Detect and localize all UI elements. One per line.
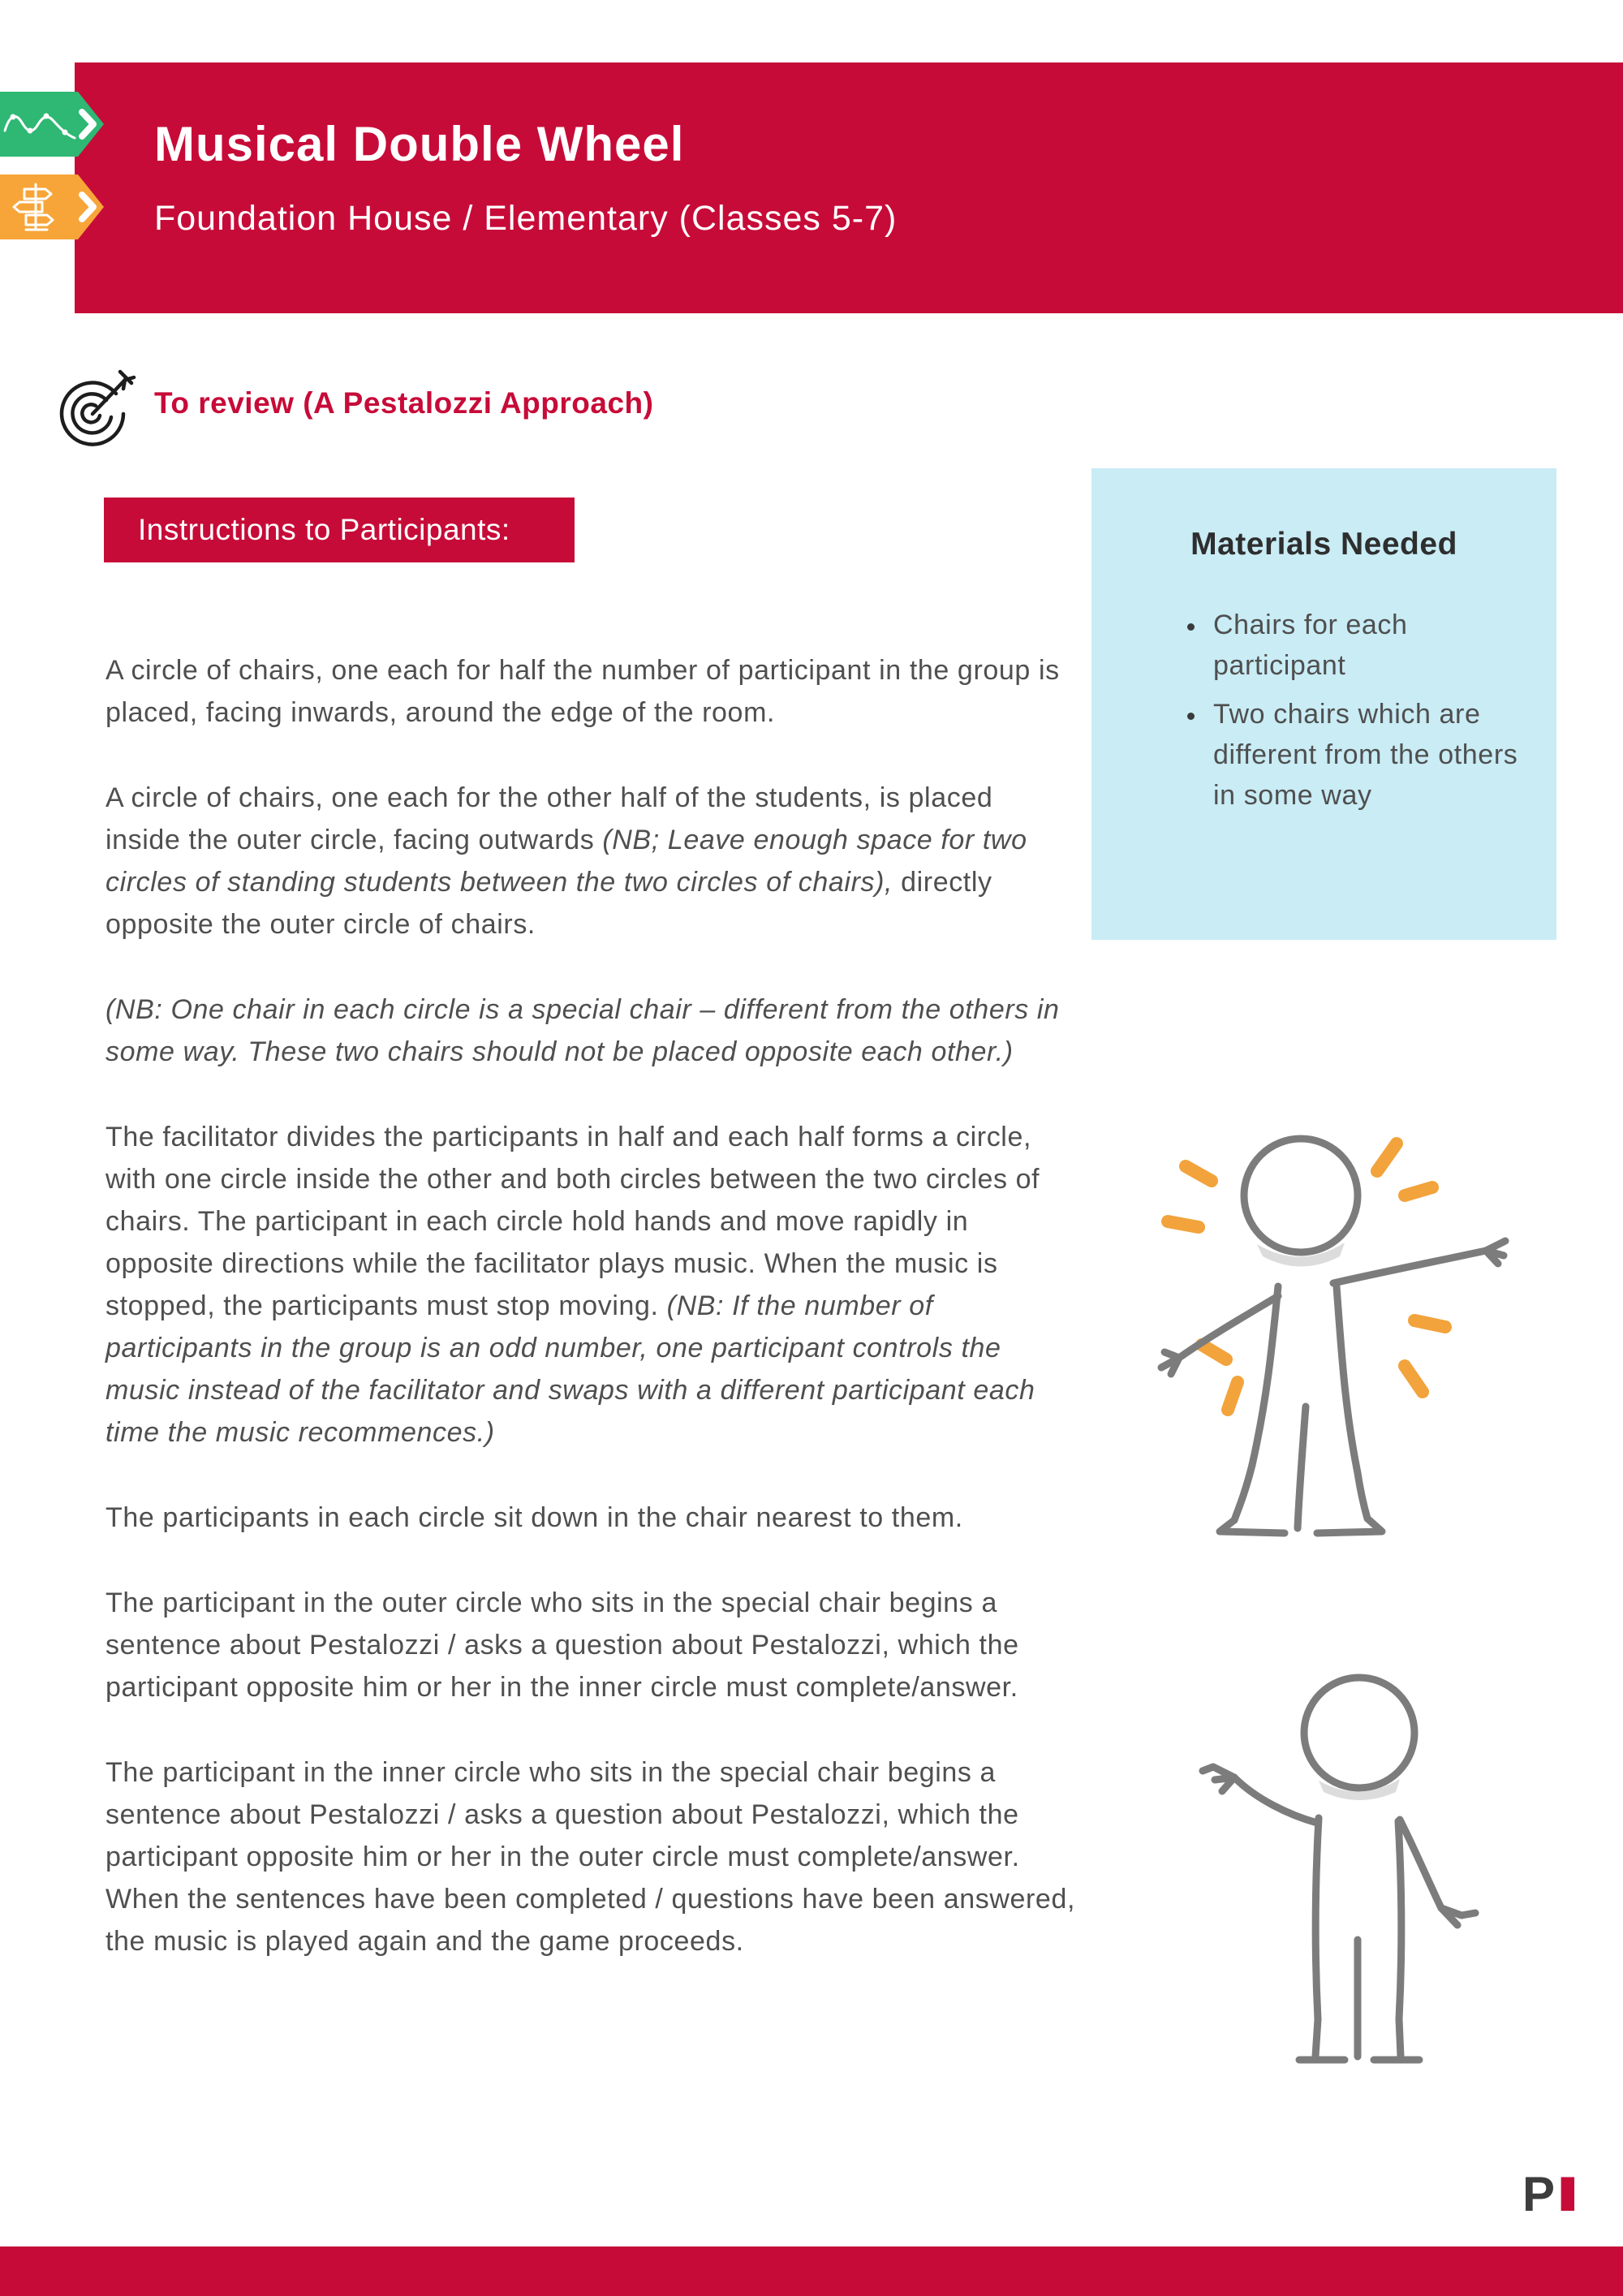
target-arrow-icon [55, 364, 140, 453]
page-title: Musical Double Wheel [154, 117, 685, 171]
header-banner [75, 62, 1623, 313]
instructions-label [104, 498, 575, 562]
pi-logo [1522, 2167, 1581, 2221]
paragraph: The participant in the outer circle who sits in the special chair begins a sentence about Pestalozzi / asks a question about Pestalozzi, which the participant opposite him or her in the inner circle must complete/answer. [105, 1587, 1019, 1703]
person-hand-raised-illustration [1156, 1648, 1513, 2086]
materials-box [1091, 468, 1556, 940]
logo-letter-i: I [1555, 2167, 1581, 2221]
signpost-icon [0, 174, 104, 239]
paragraph: The participant in the inner circle who sits in the special chair begins a sentence about Pestalozzi / asks a question about Pestalozzi, which the participant opposite him or her in the outer circle must complete/answer. When the sentences have been completed / questions have been answered, the music is played again and the game proceeds. [105, 1757, 1075, 1957]
line-chart-icon [0, 92, 104, 157]
materials-item: • Two chairs which are different from the others in some way [1207, 694, 1532, 816]
review-heading: To review (A Pestalozzi Approach) [154, 386, 654, 420]
logo-letter-p: P [1522, 2167, 1556, 2221]
page-subtitle: Foundation House / Elementary (Classes 5-7) [154, 199, 898, 238]
person-arms-out-illustration [1124, 1124, 1546, 1579]
instructions-label-text: Instructions to Participants: [138, 513, 510, 546]
materials-title: Materials Needed [1190, 527, 1457, 562]
materials-item: • Chairs for each participant [1207, 605, 1532, 686]
materials-list [1207, 605, 1532, 816]
paragraph: The participants in each circle sit down in the chair nearest to them. [105, 1502, 963, 1533]
instructions-paragraphs [105, 649, 1075, 2005]
paragraph: (NB: One chair in each circle is a special chair – different from the others in some way. These two chairs should not be placed opposite each other.) [105, 994, 1060, 1067]
paragraph: A circle of chairs, one each for the other half of the students, is placed inside the outer circle, facing outwards (NB; Leave enough space for two circles of standing students between the two circles of chairs), directly opposite the outer circle of chairs. [105, 782, 1027, 940]
paragraph: A circle of chairs, one each for half the number of participant in the group is placed, facing inwards, around the edge of the room. [105, 655, 1060, 728]
paragraph: The facilitator divides the participants in half and each half forms a circle, with one circle inside the other and both circles between the two circles of chairs. The participant in each circle hold hands and move rapidly in opposite directions while the facilitator plays music. When the music is stopped, the participants must stop moving. (NB: If the number of participants in the group is an odd number, one participant controls the music instead of the facilitator and swaps with a different participant each time the music recommences.) [105, 1122, 1040, 1448]
footer-bar [0, 2246, 1623, 2296]
